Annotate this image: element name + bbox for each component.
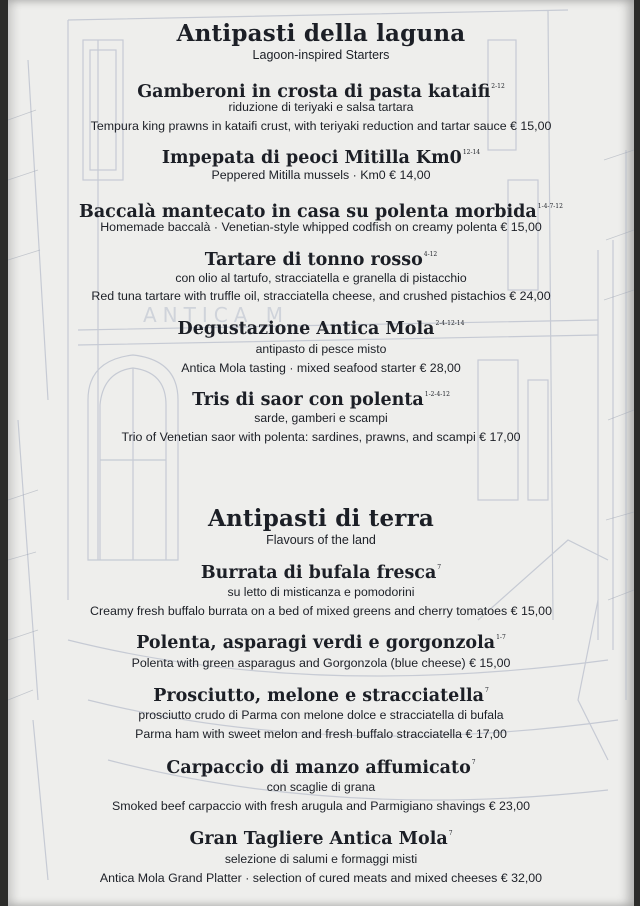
dish-english-price: Polenta with green asparagus and Gorgonzola (blue cheese) € 15,00 xyxy=(131,656,511,670)
dish-name: Tartare di tonno rosso$^{4-12}$ xyxy=(204,250,438,270)
allergen-codes: 2-12 xyxy=(491,83,505,90)
section-title-terra: Antipasti di terra xyxy=(207,505,435,532)
section-title-laguna: Antipasti della laguna xyxy=(176,20,466,47)
section-subtitle-terra: Flavours of the land xyxy=(266,533,376,547)
dish-name: Impepata di peoci Mitilla Km0$^{12-14}$ xyxy=(161,148,481,168)
dish-english-price: Peppered Mitilla mussels · Km0 € 14,00 xyxy=(211,168,431,182)
dish-english-price: Antica Mola tasting · mixed seafood starter € 28,00 xyxy=(181,361,461,375)
allergen-codes: 4-12 xyxy=(423,251,438,258)
dish-english-price: Smoked beef carpaccio with fresh arugula and Parmigiano shavings € 23,00 xyxy=(111,799,531,813)
dish-name: Gran Tagliere Antica Mola$^7$ xyxy=(189,829,453,849)
allergen-codes: 1-7 xyxy=(496,634,506,641)
dish-description: con scaglie di grana xyxy=(266,780,376,794)
allergen-codes: 7 xyxy=(471,759,476,766)
allergen-codes: 7 xyxy=(484,687,489,694)
menu-content xyxy=(8,0,634,906)
dish-description: con olio al tartufo, stracciatella e granella di pistacchio xyxy=(175,271,467,285)
dish-name: Tris di saor con polenta$^{1-2-4-12}$ xyxy=(192,390,450,410)
allergen-codes: 7 xyxy=(448,830,453,837)
dish-english-price: Trio of Venetian saor with polenta: sardines, prawns, and scampi € 17,00 xyxy=(121,430,521,444)
dish-name: Burrata di bufala fresca$^7$ xyxy=(200,563,442,583)
allergen-codes: 1-4-7-12 xyxy=(537,203,563,210)
dish-name: Prosciutto, melone e stracciatella$^7$ xyxy=(153,686,489,706)
section-subtitle-laguna: Lagoon-inspired Starters xyxy=(252,48,390,62)
dish-english-price: Tempura king prawns in kataifi crust, with teriyaki reduction and tartar sauce € 15,00 xyxy=(90,119,552,133)
dish-english-price: Parma ham with sweet melon and fresh buffalo stracciatella € 17,00 xyxy=(135,727,507,741)
dish-description: selezione di salumi e formaggi misti xyxy=(224,852,418,866)
dish-english-price: Red tuna tartare with truffle oil, stracciatella cheese, and crushed pistachios € 24,00 xyxy=(91,289,551,303)
dish-description: prosciutto crudo di Parma con melone dolce e stracciatella di bufala xyxy=(138,708,504,722)
dish-description: antipasto di pesce misto xyxy=(255,342,387,356)
dish-english-price: Homemade baccalà · Venetian-style whipped codfish on creamy polenta € 15,00 xyxy=(100,220,542,234)
dish-name: Degustazione Antica Mola$^{2-4-12-14}$ xyxy=(177,319,465,339)
dish-name: Carpaccio di manzo affumicato$^7$ xyxy=(166,758,476,778)
dish-name: Gamberoni in crosta di pasta kataifi$^{2-12}$ xyxy=(137,82,505,102)
menu-page xyxy=(8,0,634,906)
dish-english-price: Creamy fresh buffalo burrata on a bed of mixed greens and cherry tomatoes € 15,00 xyxy=(90,604,552,618)
allergen-codes: 2-4-12-14 xyxy=(435,320,465,327)
dish-description: sarde, gamberi e scampi xyxy=(254,411,388,425)
dish-description: riduzione di teriyaki e salsa tartara xyxy=(228,100,414,114)
dish-name: Baccalà mantecato in casa su polenta morbida$^{1-4-7-12}$ xyxy=(79,202,563,222)
allergen-codes: 12-14 xyxy=(462,149,481,156)
dish-english-price: Antica Mola Grand Platter · selection of cured meats and mixed cheeses € 32,00 xyxy=(99,871,543,885)
allergen-codes: 7 xyxy=(437,564,442,571)
dish-description: su letto di misticanza e pomodorini xyxy=(227,585,415,599)
svg-text:ANTICA M: ANTICA M xyxy=(143,303,290,327)
dish-name: Polenta, asparagi verdi e gorgonzola$^{1-7}$ xyxy=(136,633,506,653)
allergen-codes: 1-2-4-12 xyxy=(424,391,450,398)
